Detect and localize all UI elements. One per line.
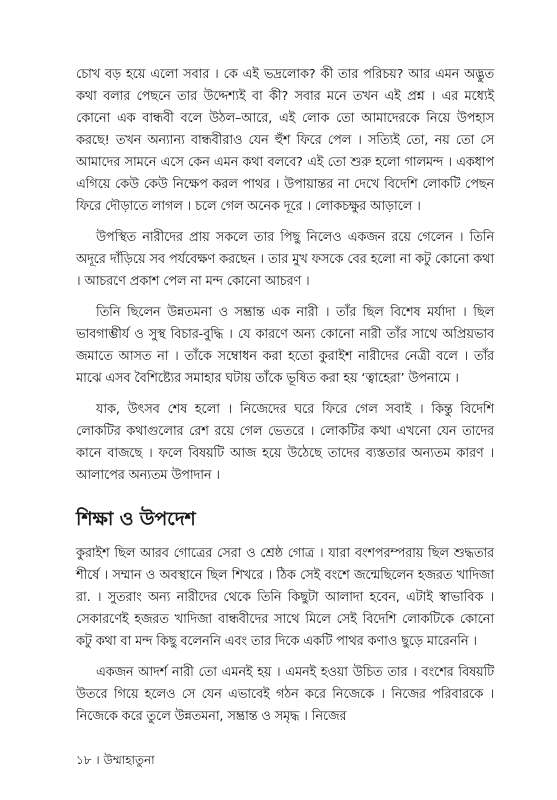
paragraph-story-3: তিনি ছিলেন উন্নতমনা ও সম্ভ্রান্ত এক নারী । তাঁর ছিল বিশেষ মর্যাদা । ছিল ভাবগাম্ভীর্য ও সুস্থ বিচার-বুদ্ধি । যে কারণে অন্য কোনো নারী তাঁর সাথে অপ্রিয়ভাব জমাতে আসত না । তাঁকে সম্বোধন করা হতো কুরাইশ নারীদের নেত্রী বলে । তাঁর মাঝে এসব বৈশিষ্ট্যের সমাহার ঘটায় তাঁকে ভূষিত করা হয় ‘ত্বাহেরা’ উপনামে । — [76, 305, 494, 386]
paragraph-story-2: উপস্থিত নারীদের প্রায় সকলে তার পিছু নিলেও একজন রয়ে গেলেন । তিনি অদূরে দাঁড়িয়ে সব পর্যবেক্ষণ করছেন । তার মুখ ফসকে বের হলো না কটু কোনো কথা । আচরণে প্রকাশ পেল না মন্দ কোনো আচরণ । — [76, 230, 494, 289]
paragraph-lesson-2: একজন আদর্শ নারী তো এমনই হয় । এমনই হওয়া উচিত তার । বংশের বিষয়টি উতরে গিয়ে হলেও সে যেন এভাবেই গঠন করে নিজেকে । নিজের পরিবারকে । নিজেকে করে তুলে উন্নতমনা, সম্ভ্রান্ত ও সমৃদ্ধ । নিজের — [76, 665, 494, 724]
page-body — [76, 64, 494, 728]
paragraph-story-4: যাক, উৎসব শেষ হলো । নিজেদের ঘরে ফিরে গেল সবাই । কিন্তু বিদেশি লোকটির কথাগুলোর রেশ রয়ে গেল ভেতরে । লোকটির কথা এখনো যেন তাদের কানে বাজছে । ফলে বিষয়টি আজ হয়ে উঠেছে তাদের ব্যস্ততার অন্যতম কারণ । আলাপের অন্যতম উপাদান । — [76, 402, 494, 483]
paragraph-lesson-1: কুরাইশ ছিল আরব গোত্রের সেরা ও শ্রেষ্ঠ গোত্র । যারা বংশপরম্পরায় ছিল শুদ্ধতার শীর্ষে । সম্মান ও অবস্থানে ছিল শিখরে । ঠিক সেই বংশে জন্মেছিলেন হজরত খাদিজা রা. । সুতরাং অন্য নারীদের থেকে তিনি কিছুটা আলাদা হবেন, এটাই স্বাভাবিক । সেকারণেই হজরত খাদিজা বান্ধবীদের সাথে মিলে সেই বিদেশি লোকটিকে কোনো কটু কথা বা মন্দ কিছু বলেননি এবং তার দিকে একটি পাথর কণাও ছুড়ে মারেননি । — [76, 546, 494, 649]
section-heading: শিক্ষা ও উপদেশ — [76, 508, 196, 530]
paragraph-story-1: চোখ বড় হয়ে এলো সবার । কে এই ভদ্রলোক? কী তার পরিচয়? আর এমন অদ্ভুত কথা বলার পেছনে তার উদ্দেশ্যই বা কী? সবার মনে তখন এই প্রশ্ন । এর মধ্যেই কোনো এক বান্ধবী বলে উঠল–আরে, এই লোক তো আমাদেরকে নিয়ে উপহাস করছে! তখন অন্যান্য বান্ধবীরাও যেন হুঁশ ফিরে পেল । সত্যিই তো, নয় তো সে আমাদের সামনে এসে কেন এমন কথা বলবে? এই তো শুরু হলো গালমন্দ । একধাপ এগিয়ে কেউ কেউ নিক্ষেপ করল পাথর । উপায়ান্তর না দেখে বিদেশি লোকটি পেছন ফিরে দৌড়াতে লাগল । চলে গেল অনেক দূরে । লোকচক্ষুর আড়ালে । — [76, 67, 494, 214]
page-footer: ১৮ । উম্মাহাতুনা — [76, 753, 155, 767]
